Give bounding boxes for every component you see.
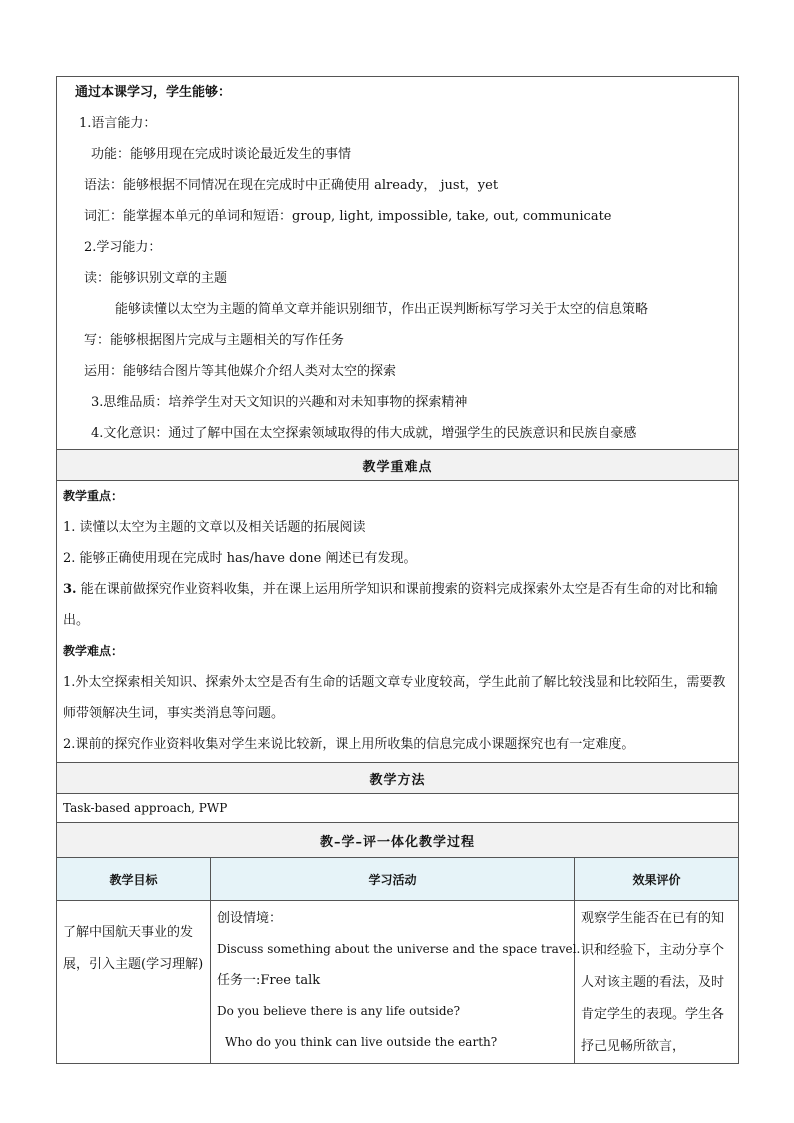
key-points-cell xyxy=(57,481,739,763)
activity-line: Do you believe there is any life outside? xyxy=(217,1004,461,1018)
goal-cell xyxy=(57,901,211,1064)
difficulty-item: 2.课前的探究作业资料收集对学生来说比较新，课上用所收集的信息完成小课题探究也有一定难度。 xyxy=(63,737,635,752)
goal-text: 了解中国航天事业的发展，引入主题(学习理解) xyxy=(63,925,204,972)
objective-line: 写：能够根据图片完成与主题相关的写作任务 xyxy=(84,333,345,348)
process-title: 教–学–评一体化教学过程 xyxy=(57,823,739,858)
objective-line: 1.语言能力： xyxy=(79,116,157,131)
column-header-goal: 教学目标 xyxy=(57,858,211,901)
activity-cell xyxy=(211,901,581,1064)
objective-line: 2.学习能力： xyxy=(84,240,162,255)
focus-item xyxy=(63,574,732,636)
evaluation-text: 观察学生能否在已有的知识和经验下，主动分享个人对该主题的看法，及时肯定学生的表现。学生各抒己见畅所欲言， xyxy=(581,911,725,1054)
objective-line: 3.思维品质：培养学生对天文知识的兴趣和对未知事物的探索精神 xyxy=(91,395,468,410)
objective-line: 读：能够识别文章的主题 xyxy=(84,271,228,286)
focus-label: 教学重点： xyxy=(63,489,124,503)
column-header-evaluation: 效果评价 xyxy=(575,858,739,901)
activity-line: Who do you think can live outside the earth? xyxy=(225,1035,498,1049)
methods-title: 教学方法 xyxy=(57,763,739,794)
objectives-cell xyxy=(57,77,739,450)
column-header-activity: 学习活动 xyxy=(211,858,575,901)
focus-item-number: 3. xyxy=(63,582,77,597)
activity-line: Discuss something about the universe and the space travel. xyxy=(217,942,581,956)
focus-item: 1. 读懂以太空为主题的文章以及相关话题的拓展阅读 xyxy=(63,520,366,535)
difficulty-label: 教学难点： xyxy=(63,644,124,658)
objective-line: 语法：能够根据不同情况在现在完成时中正确使用 already， just，yet xyxy=(84,178,499,193)
lesson-plan-document xyxy=(56,76,738,1064)
focus-item-text: 能在课前做探究作业资料收集，并在课上运用所学知识和课前搜索的资料完成探索外太空是否有生命的对比和输出。 xyxy=(63,582,718,628)
objective-line: 4.文化意识：通过了解中国在太空探索领域取得的伟大成就，增强学生的民族意识和民族自豪感 xyxy=(91,426,637,441)
activity-line: 任务一:Free talk xyxy=(217,973,321,988)
objective-line: 词汇：能掌握本单元的单词和短语：group, light, impossible, take, out, communicate xyxy=(84,209,612,224)
key-points-title: 教学重难点 xyxy=(57,450,739,481)
lesson-plan-table xyxy=(56,76,739,1064)
focus-item: 2. 能够正确使用现在完成时 has/have done 阐述已有发现。 xyxy=(63,551,417,566)
activity-line: 创设情境： xyxy=(217,911,283,926)
methods-text: Task-based approach, PWP xyxy=(57,794,739,823)
objective-line: 功能：能够用现在完成时谈论最近发生的事情 xyxy=(91,147,352,162)
objective-line: 能够读懂以太空为主题的简单文章并能识别细节，作出正误判断标写学习关于太空的信息策略 xyxy=(115,302,649,317)
evaluation-cell xyxy=(575,901,739,1064)
difficulty-item: 1.外太空探索相关知识、探索外太空是否有生命的话题文章专业度较高，学生此前了解比较浅显和比较陌生，需要教师带领解决生词，事实类消息等问题。 xyxy=(63,675,726,721)
objective-line: 运用：能够结合图片等其他媒介介绍人类对太空的探索 xyxy=(84,364,397,379)
objectives-intro: 通过本课学习，学生能够： xyxy=(75,85,232,100)
